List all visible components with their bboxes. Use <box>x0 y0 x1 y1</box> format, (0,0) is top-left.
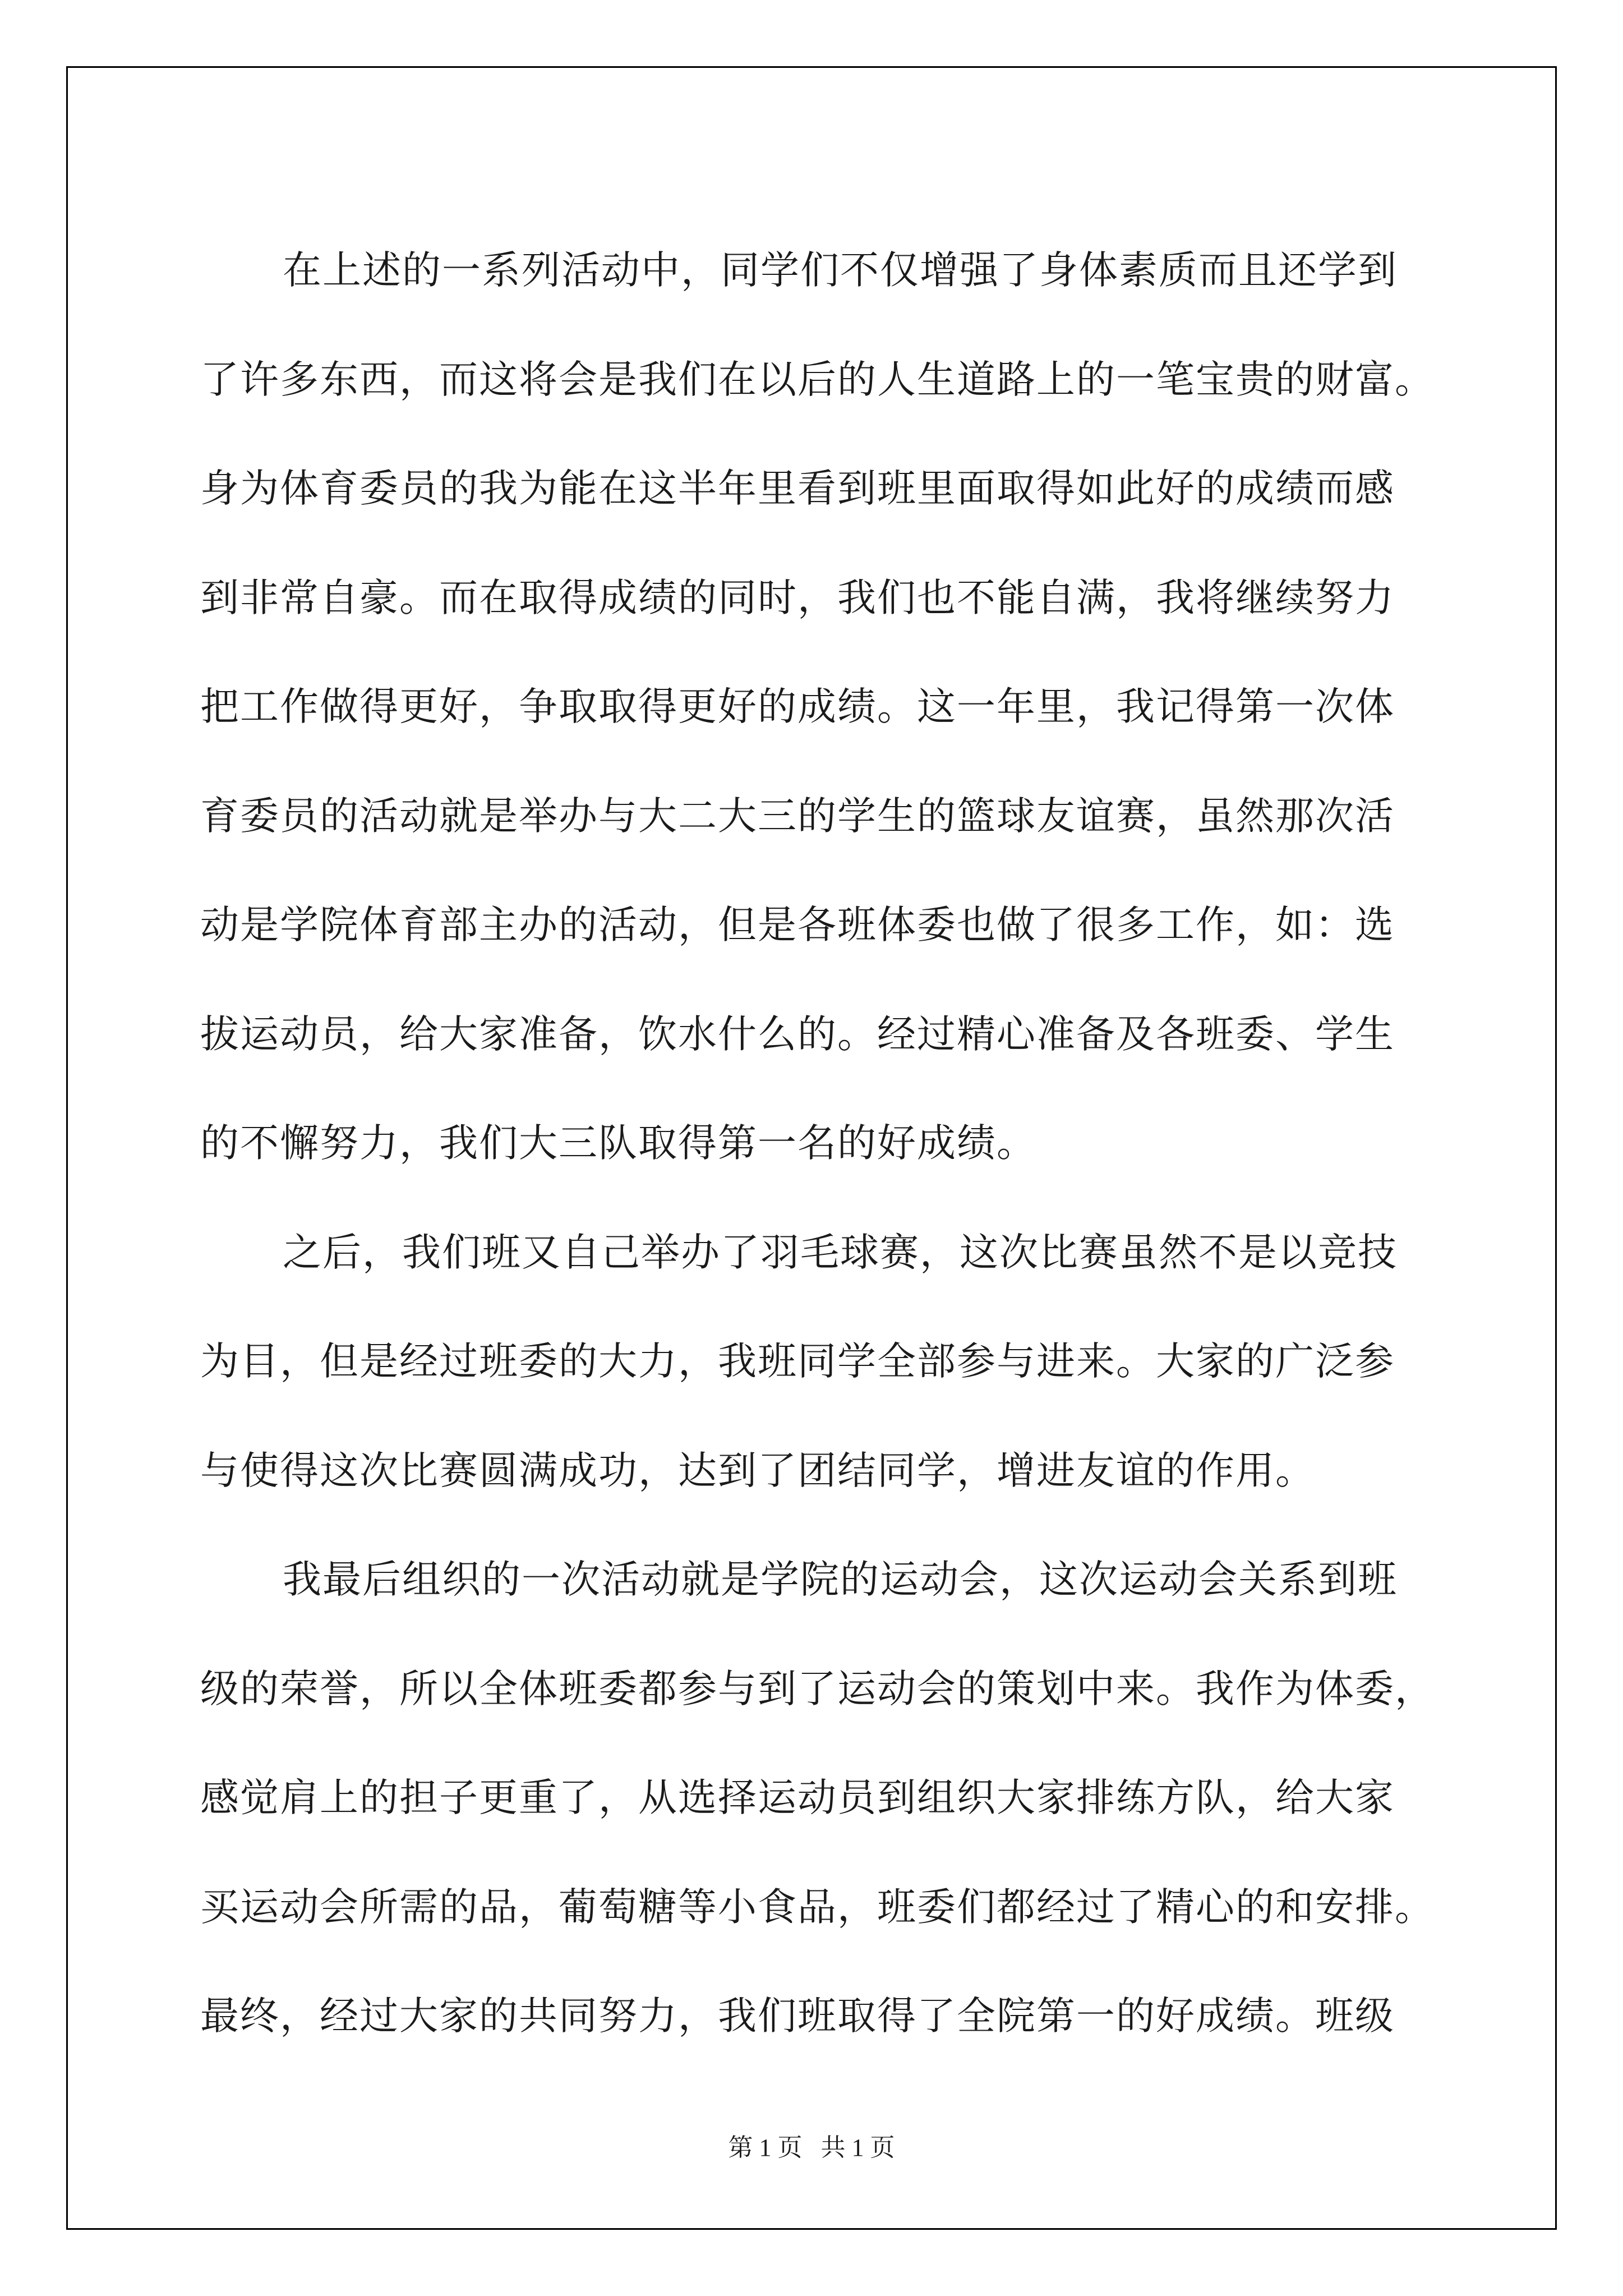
text-line: 之后，我们班又自己举办了羽毛球赛，这次比赛虽然不是以竞技 <box>283 1230 1398 1275</box>
text-line: 我最后组织的一次活动就是学院的运动会，这次运动会关系到班 <box>283 1557 1398 1602</box>
text-line: 到非常自豪。而在取得成绩的同时，我们也不能自满，我将继续努力 <box>200 575 1395 620</box>
page-number-footer: 第 1 页 共 1 页 <box>728 2134 895 2161</box>
text-line: 的不懈努力，我们大三队取得第一名的好成绩。 <box>200 1121 1036 1166</box>
text-line: 与使得这次比赛圆满成功，达到了团结同学，增进友谊的作用。 <box>200 1448 1315 1493</box>
document-body <box>200 216 1435 2071</box>
text-line: 在上述的一系列活动中，同学们不仅增强了身体素质而且还学到 <box>283 248 1398 293</box>
text-line: 身为体育委员的我为能在这半年里看到班里面取得如此好的成绩而感 <box>200 466 1395 511</box>
text-line: 育委员的活动就是举办与大二大三的学生的篮球友谊赛，虽然那次活 <box>200 793 1395 839</box>
text-line: 最终，经过大家的共同努力，我们班取得了全院第一的好成绩。班级 <box>200 1994 1395 2039</box>
text-line: 买运动会所需的品，葡萄糖等小食品，班委们都经过了精心的和安排。 <box>200 1884 1435 1930</box>
text-line: 动是学院体育部主办的活动，但是各班体委也做了很多工作，如：选 <box>200 903 1395 947</box>
text-line: 了许多东西，而这将会是我们在以后的人生道路上的一笔宝贵的财富。 <box>200 357 1435 402</box>
text-line: 拔运动员，给大家准备，饮水什么的。经过精心准备及各班委、学生 <box>200 1011 1395 1057</box>
text-line: 为目，但是经过班委的大力，我班同学全部参与进来。大家的广泛参 <box>200 1339 1395 1384</box>
text-line: 感觉肩上的担子更重了，从选择运动员到组织大家排练方队，给大家 <box>200 1775 1395 1820</box>
text-line: 把工作做得更好，争取取得更好的成绩。这一年里，我记得第一次体 <box>200 684 1395 729</box>
text-line: 级的荣誉，所以全体班委都参与到了运动会的策划中来。我作为体委， <box>200 1666 1435 1711</box>
